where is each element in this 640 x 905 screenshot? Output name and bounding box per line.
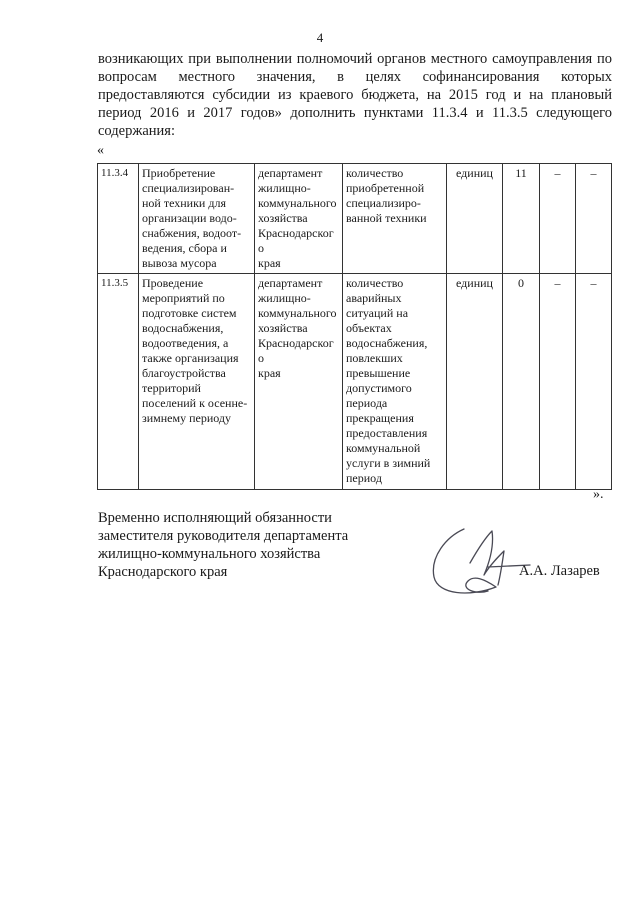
measure-name-line: вывоза мусора — [142, 256, 217, 270]
measure-name-line: специализирован- — [142, 181, 235, 195]
executor-line: края — [258, 366, 281, 380]
measure-name-line: снабжения, водоот- — [142, 226, 242, 240]
measure-name — [139, 274, 255, 490]
measure-name-line: ной техники для — [142, 196, 226, 210]
signer-position — [98, 509, 398, 581]
indicator-line: повлекших — [346, 351, 403, 365]
indicator-line: предоставления — [346, 426, 428, 440]
opening-quote: « — [97, 143, 104, 158]
value: 0 — [503, 274, 540, 490]
indicator-line: период — [346, 471, 382, 485]
intro-line: по вопросам местного значения, в целях софинансирования которых — [98, 51, 612, 85]
indicator — [343, 274, 447, 490]
unit: единиц — [447, 164, 503, 274]
indicator-line: ситуаций на — [346, 306, 409, 320]
intro-paragraph — [98, 50, 612, 140]
table-body — [98, 164, 612, 490]
indicator-line: коммунальной — [346, 441, 421, 455]
measure-name-line: мероприятий по — [142, 291, 225, 305]
executor-line: Краснодарского — [258, 226, 334, 255]
signer-position-line: заместителя руководителя департамента — [98, 528, 349, 544]
measure-name-line: организации водо- — [142, 211, 237, 225]
value-2016: – — [540, 274, 576, 490]
indicator — [343, 164, 447, 274]
closing-quote: ». — [593, 487, 604, 502]
indicator-line: объектах — [346, 321, 392, 335]
signer-name: А.А. Лазарев — [519, 563, 600, 579]
indicator-line: допустимого — [346, 381, 412, 395]
indicator-line: количество — [346, 276, 404, 290]
indicator-line: количество — [346, 166, 404, 180]
executor-line: края — [258, 256, 281, 270]
table-row — [98, 274, 612, 490]
item-number: 11.3.5 — [98, 274, 139, 490]
handwritten-signature — [424, 521, 536, 601]
item-number: 11.3.4 — [98, 164, 139, 274]
value-2017: – — [576, 164, 612, 274]
page-number: 4 — [316, 30, 324, 45]
intro-line: содержания: — [98, 123, 176, 139]
measure-name-line: водоотведения, а — [142, 336, 229, 350]
measure-name-line: подготовке систем — [142, 306, 237, 320]
executor — [255, 164, 343, 274]
measures-table — [97, 163, 612, 490]
measure-name-line: благоустройства — [142, 366, 226, 380]
indicator-line: приобретенной — [346, 181, 425, 195]
indicator-line: водоснабжения, — [346, 336, 428, 350]
executor-line: жилищно- — [258, 181, 311, 195]
measure-name-line: Приобретение — [142, 166, 216, 180]
intro-line: период 2016 и 2017 годов» дополнить пунктами 11.3.4 и 11.3.5 следующего — [98, 105, 612, 121]
measure-name-line: ведения, сбора и — [142, 241, 227, 255]
measure-name-line: также организация — [142, 351, 239, 365]
signer-position-line: Временно исполняющий обязанности — [98, 510, 332, 526]
measure-name-line: территорий — [142, 381, 201, 395]
indicator-line: услуги в зимний — [346, 456, 431, 470]
indicator-line: периода — [346, 396, 388, 410]
executor-line: департамент — [258, 276, 323, 290]
executor — [255, 274, 343, 490]
executor-line: Краснодарского — [258, 336, 334, 365]
indicator-line: ванной техники — [346, 211, 427, 225]
indicator-line: превышение — [346, 366, 411, 380]
executor-line: хозяйства — [258, 321, 308, 335]
unit: единиц — [447, 274, 503, 490]
measure-name — [139, 164, 255, 274]
indicator-line: аварийных — [346, 291, 402, 305]
executor-line: коммунального — [258, 306, 337, 320]
value-2016: – — [540, 164, 576, 274]
signer-position-line: жилищно-коммунального хозяйства — [98, 546, 321, 562]
measure-name-line: водоснабжения, — [142, 321, 224, 335]
executor-line: жилищно- — [258, 291, 311, 305]
indicator-line: специализиро- — [346, 196, 421, 210]
indicator-line: прекращения — [346, 411, 414, 425]
table-row — [98, 164, 612, 274]
intro-line: предоставляются субсидии из краевого бюджета, на 2015 год и на плановый — [98, 87, 612, 103]
measure-name-line: поселений к осенне- — [142, 396, 248, 410]
executor-line: коммунального — [258, 196, 337, 210]
executor-line: хозяйства — [258, 211, 308, 225]
value-2017: – — [576, 274, 612, 490]
value: 11 — [503, 164, 540, 274]
executor-line: департамент — [258, 166, 323, 180]
measure-name-line: Проведение — [142, 276, 204, 290]
signer-position-line: Краснодарского края — [98, 564, 228, 580]
intro-line: возникающих при выполнении полномочий органов местного самоуправления — [98, 51, 593, 67]
measure-name-line: зимнему периоду — [142, 411, 232, 425]
